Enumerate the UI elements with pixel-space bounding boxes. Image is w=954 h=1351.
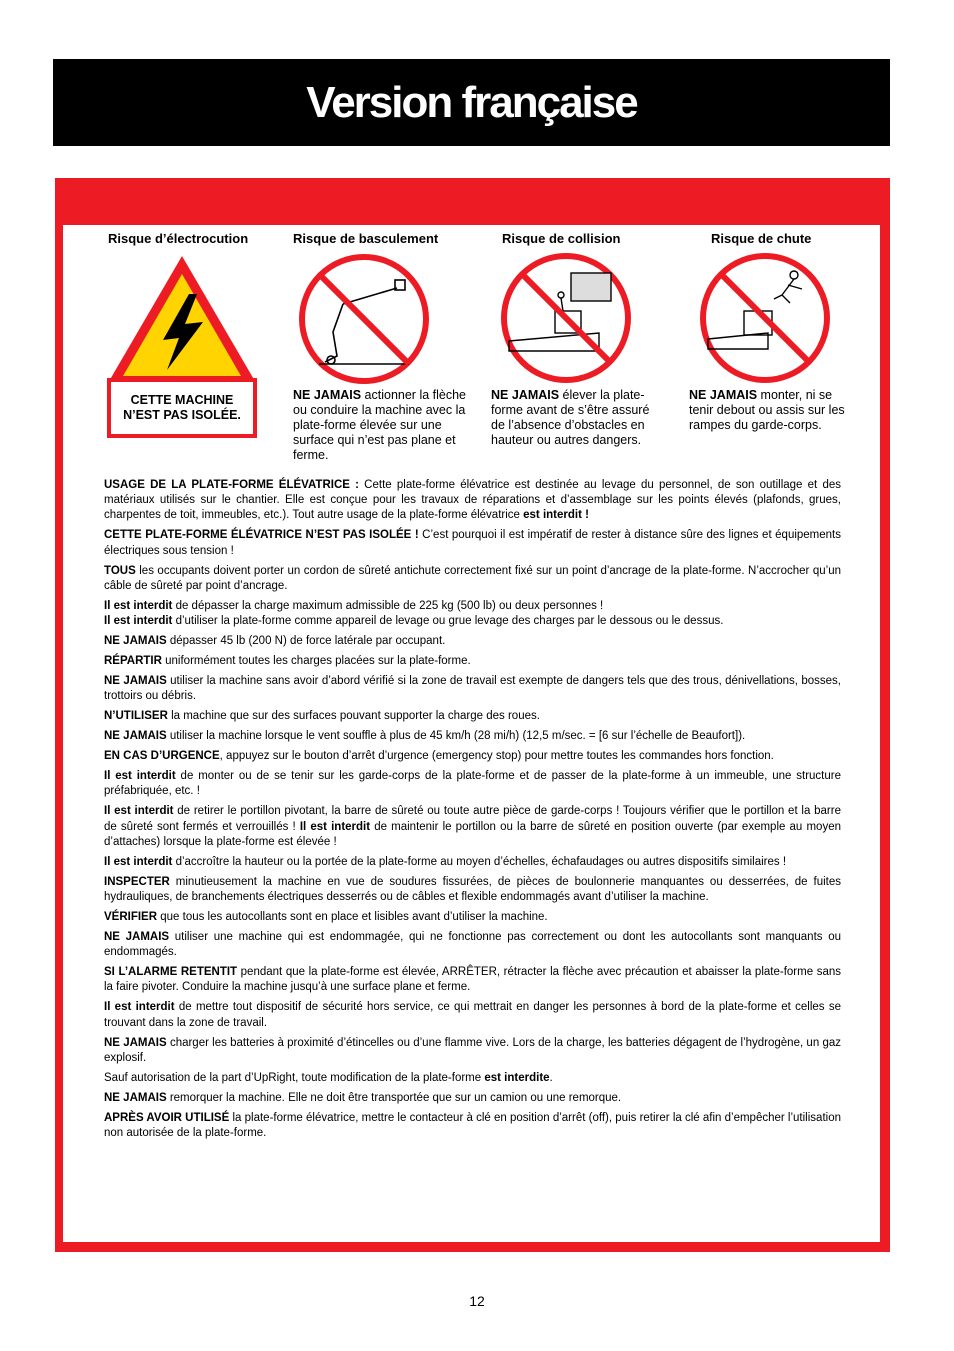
safety-rule: EN CAS D’URGENCE, appuyez sur le bouton d’arrêt d’urgence (emergency stop) pour mettre toutes les commandes hors fonction. <box>104 750 774 763</box>
hazard-caption-collision: NE JAMAIS élever la plate-forme avant de s’être assuré de l’absence d’obstacles en hauteur ou autres dangers. <box>491 388 650 447</box>
safety-rule: NE JAMAIS utiliser la machine sans avoir d’abord vérifié si la zone de travail est exempte de dangers tels que des trous, dénivellations, bosses, trottoirs ou débris. <box>104 675 841 703</box>
hazard-caption-tipover: NE JAMAIS actionner la flèche ou conduire la machine avec la plate-forme élevée sur une surface qui n’est pas plane et ferme. <box>293 388 467 462</box>
hazard-title-fall: Risque de chute <box>711 231 812 246</box>
hazard-title-tipover: Risque de basculement <box>293 231 439 246</box>
tipover-prohibition-icon <box>297 252 431 386</box>
safety-rule: USAGE DE LA PLATE-FORME ÉLÉVATRICE : Cette plate-forme élévatrice est destinée au levage du personnel, de son outillage et des matériaux utilisés sur le chantier. Elle est conçue pour les travaux de réparations et d’assemblage sur les points élevés (plafonds, grues, charpentes de toit, immeubles, etc.). Tout autre usage de la plate-forme élévatrice est interdit ! <box>104 479 841 522</box>
warning-line-1: CETTE MACHINE <box>130 393 234 407</box>
safety-rule: Il est interdit de dépasser la charge maximum admissible de 225 kg (500 lb) ou deux personnes ! <box>104 599 604 612</box>
safety-rule: NE JAMAIS remorquer la machine. Elle ne doit être transportée que sur un camion ou une remorque. <box>104 1091 622 1104</box>
safety-rule: Il est interdit de mettre tout dispositif de sécurité hors service, ce qui mettrait en danger les personnes à bord de la plate-forme et celles se trouvant dans la zone de travail. <box>104 1001 841 1029</box>
safety-rule: APRÈS AVOIR UTILISÉ la plate-forme élévatrice, mettre le contacteur à clé en position d’arrêt (off), puis retirer la clé afin d’empêcher l’utilisation non autorisée de la plate-forme. <box>104 1111 841 1140</box>
safety-rule: Il est interdit d’accroître la hauteur ou la portée de la plate-forme au moyen d’échelles, échafaudages ou autres dispositifs similaires ! <box>104 855 787 868</box>
safety-rule: NE JAMAIS utiliser la machine lorsque le vent souffle à plus de 45 km/h (28 mi/h) (12,5 m/sec. = [6 sur l’échelle de Beaufort]). <box>104 730 746 743</box>
collision-prohibition-icon <box>499 251 633 385</box>
safety-rule: Il est interdit de retirer le portillon pivotant, la barre de sûreté ou toute autre pièce de garde-corps ! Toujours vérifier que le portillon et la barre de sûreté sont fermés et verrouillés ! Il est interdit de maintenir le portillon ou la barre de sûreté en position ouverte (par exemple au moyen d’attaches) lorsque la plate-forme est élevée ! <box>104 805 841 848</box>
safety-rule: RÉPARTIR uniformément toutes les charges placées sur la plate-forme. <box>104 655 471 668</box>
safety-rule: TOUS les occupants doivent porter un cordon de sûreté antichute correctement fixé sur un point d’ancrage de la plate-forme. N’accrocher qu’un câble de sûreté par point d’ancrage. <box>104 564 841 592</box>
page-number: 12 <box>469 1293 485 1309</box>
safety-rule: SI L’ALARME RETENTIT pendant que la plate-forme est élevée, ARRÊTER, rétracter la flèche avec précaution et abaisser la plate-forme sans la faire pivoter. Conduire la machine jusqu’à une surface plane et ferme. <box>104 966 841 994</box>
safety-rule: NE JAMAIS charger les batteries à proximité d’étincelles ou d’une flamme vive. Lors de la charge, les batteries dégagent de l’hydrogène, un gaz explosif. <box>104 1036 842 1064</box>
safety-rule: Il est interdit de monter ou de se tenir sur les garde-corps de la plate-forme et de passer de la plate-forme à un immeuble, une structure préfabriquée, etc. ! <box>104 770 842 798</box>
safety-rule: NE JAMAIS dépasser 45 lb (200 N) de force latérale par occupant. <box>104 635 446 648</box>
safety-rule: Sauf autorisation de la part d’UpRight, toute modification de la plate-forme est interdite. <box>104 1071 553 1084</box>
hazard-title-collision: Risque de collision <box>502 231 621 246</box>
hazard-caption-fall: NE JAMAIS monter, ni se tenir debout ou assis sur les rampes du garde-corps. <box>689 388 845 432</box>
safety-rule: VÉRIFIER que tous les autocollants sont en place et lisibles avant d’utiliser la machine. <box>104 911 548 924</box>
fall-prohibition-icon <box>698 251 832 385</box>
page-title: Version française <box>306 77 637 127</box>
safety-rules <box>104 478 841 1146</box>
hazard-title-electrocution: Risque d’électrocution <box>108 231 249 246</box>
title-banner <box>53 59 890 146</box>
electrocution-warning-icon <box>105 252 260 387</box>
safety-rule: Il est interdit d’utiliser la plate-forme comme appareil de levage ou grue levage des charges par le dessous ou le dessus. <box>104 615 724 628</box>
safety-rule: INSPECTER minutieusement la machine en vue de soudures fissurées, de pièces de boulonnerie manquantes ou desserrées, de fuites hydrauliques, de branchements électriques desserrés ou de câbles et flexible endommagés avant d’utiliser la machine. <box>104 875 841 904</box>
safety-rule: CETTE PLATE-FORME ÉLÉVATRICE N’EST PAS ISOLÉE ! C’est pourquoi il est impératif de rester à distance sûre des lignes et équipements électriques sous tension ! <box>104 529 841 557</box>
not-insulated-warning-box <box>107 378 257 438</box>
warning-line-2: N’EST PAS ISOLÉE. <box>123 408 241 422</box>
safety-rule: NE JAMAIS utiliser une machine qui est endommagée, qui ne fonctionne pas correctement ou dont les autocollants sont manquants ou endommagés. <box>104 931 841 959</box>
safety-rule: N’UTILISER la machine que sur des surfaces pouvant supporter la charge des roues. <box>104 710 540 723</box>
